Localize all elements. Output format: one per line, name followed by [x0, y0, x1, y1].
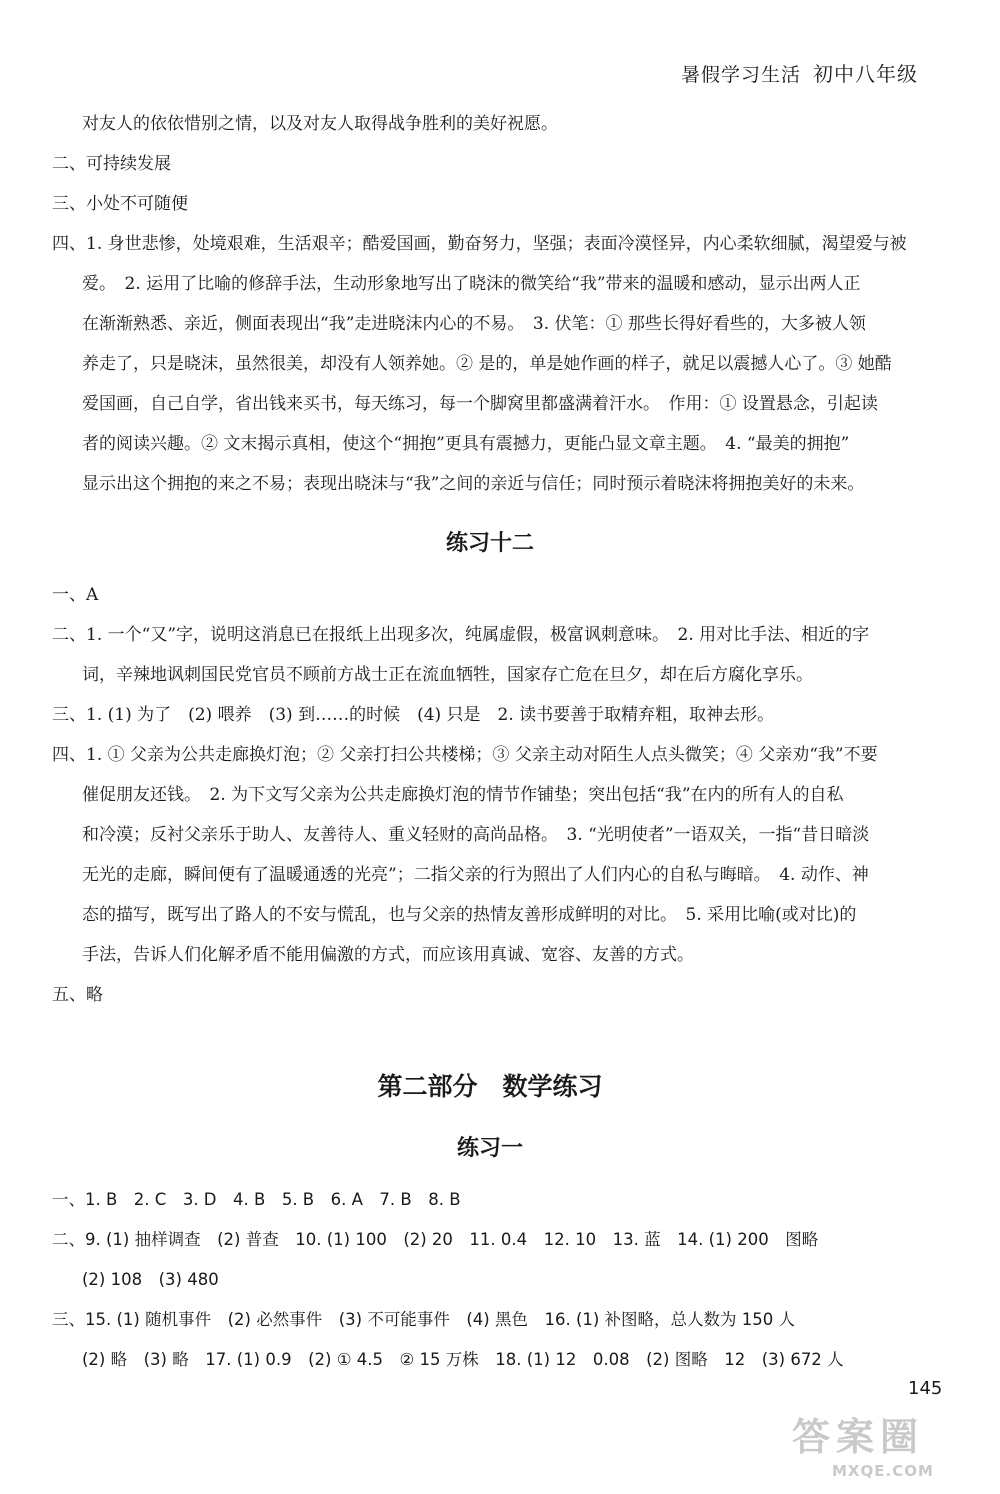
answer-line: 三、小处不可随便 [52, 194, 188, 214]
grade-label: 初中八年级 [813, 62, 918, 86]
answer-line: 四、1. ① 父亲为公共走廊换灯泡；② 父亲打扫公共楼梯；③ 父亲主动对陌生人点头微笑；④ 父亲劝“我”不要 [52, 745, 878, 765]
watermark-url: MXQE.COM [832, 1462, 934, 1480]
chinese-answers-continued [52, 104, 928, 504]
answer-line: 一、1. B 2. C 3. D 4. B 5. B 6. A 7. B 8. B [52, 1190, 461, 1209]
answer-line: 手法，告诉人们化解矛盾不能用偏激的方式，而应该用真诚、宽容、友善的方式。 [82, 945, 694, 965]
answer-line: 二、1. 一个“又”字，说明这消息已在报纸上出现多次，纯属虚假，极富讽刺意味。 2. 用对比手法、相近的字 [52, 625, 870, 645]
answer-line: 一、A [52, 585, 99, 605]
answer-line: 对友人的依依惜别之情，以及对友人取得战争胜利的美好祝愿。 [82, 114, 558, 134]
math-exercise-1-answers [52, 1180, 928, 1380]
running-header [681, 58, 918, 87]
exercise-12-answers [52, 575, 928, 1015]
answer-line: 二、可持续发展 [52, 154, 171, 174]
math-exercise-1-heading: 练习一 [456, 1136, 523, 1161]
page-content [52, 104, 928, 1380]
answer-line: 者的阅读兴趣。② 文末揭示真相，使这个“拥抱”更具有震撼力，更能凸显文章主题。 4. “最美的拥抱” [82, 434, 850, 454]
answer-line: 二、9. (1) 抽样调查 (2) 普查 10. (1) 100 (2) 20 11. 0.4 12. 10 13. 蓝 14. (1) 200 图略 [52, 1230, 819, 1249]
part-two-heading: 第二部分 数学练习 [377, 1072, 603, 1101]
book-title: 暑假学习生活 [680, 64, 801, 86]
answer-line: 无光的走廊，瞬间便有了温暖通透的光亮”；二指父亲的行为照出了人们内心的自私与晦暗。 4. 动作、神 [82, 865, 869, 885]
answer-line: 五、略 [52, 985, 103, 1005]
answer-line: 三、1. (1) 为了 (2) 喂养 (3) 到……的时候 (4) 只是 2. 读书要善于取精弃粗，取神去形。 [52, 705, 775, 725]
answer-line: 词，辛辣地讽刺国民党官员不顾前方战士正在流血牺牲，国家存亡危在旦夕，却在后方腐化享乐。 [82, 665, 813, 685]
exercise-12-heading: 练习十二 [445, 531, 534, 556]
answer-line: 养走了，只是晓沫，虽然很美，却没有人领养她。② 是的，单是她作画的样子，就足以震撼人心了。③ 她酷 [82, 354, 892, 374]
answer-line: 爱。 2. 运用了比喻的修辞手法，生动形象地写出了晓沫的微笑给“我”带来的温暖和感动，显示出两人正 [82, 274, 861, 294]
answer-line: 爱国画，自己自学，省出钱来买书，每天练习，每一个脚窝里都盛满着汗水。 作用：① 设置悬念，引起读 [82, 394, 878, 414]
answer-line: 四、1. 身世悲惨，处境艰难，生活艰辛；酷爱国画，勤奋努力，坚强；表面冷漠怪异，内心柔软细腻，渴望爱与被 [52, 234, 907, 254]
page-number: 145 [908, 1378, 943, 1399]
answer-line: 三、15. (1) 随机事件 (2) 必然事件 (3) 不可能事件 (4) 黑色 16. (1) 补图略，总人数为 150 人 [52, 1310, 796, 1329]
answer-line: 催促朋友还钱。 2. 为下文写父亲为公共走廊换灯泡的情节作铺垫；突出包括“我”在内的所有人的自私 [82, 785, 844, 805]
watermark-logo-text: 答案圈 [792, 1415, 925, 1459]
answer-line: 在渐渐熟悉、亲近，侧面表现出“我”走进晓沫内心的不易。 3. 伏笔：① 那些长得好看些的，大多被人领 [82, 314, 866, 334]
answer-line: 显示出这个拥抱的来之不易；表现出晓沫与“我”之间的亲近与信任；同时预示着晓沫将拥抱美好的未来。 [82, 474, 865, 494]
answer-line: 和冷漠；反衬父亲乐于助人、友善待人、重义轻财的高尚品格。 3. “光明使者”一语双关，一指“昔日暗淡 [82, 825, 870, 845]
answer-line: (2) 略 (3) 略 17. (1) 0.9 (2) ① 4.5 ② 15 万株 18. (1) 12 0.08 (2) 图略 12 (3) 672 人 [82, 1350, 844, 1369]
answer-line: 态的描写，既写出了路人的不安与慌乱，也与父亲的热情友善形成鲜明的对比。 5. 采用比喻(或对比)的 [82, 905, 857, 925]
answer-line: (2) 108 (3) 480 [82, 1270, 219, 1289]
site-watermark [788, 1406, 988, 1492]
